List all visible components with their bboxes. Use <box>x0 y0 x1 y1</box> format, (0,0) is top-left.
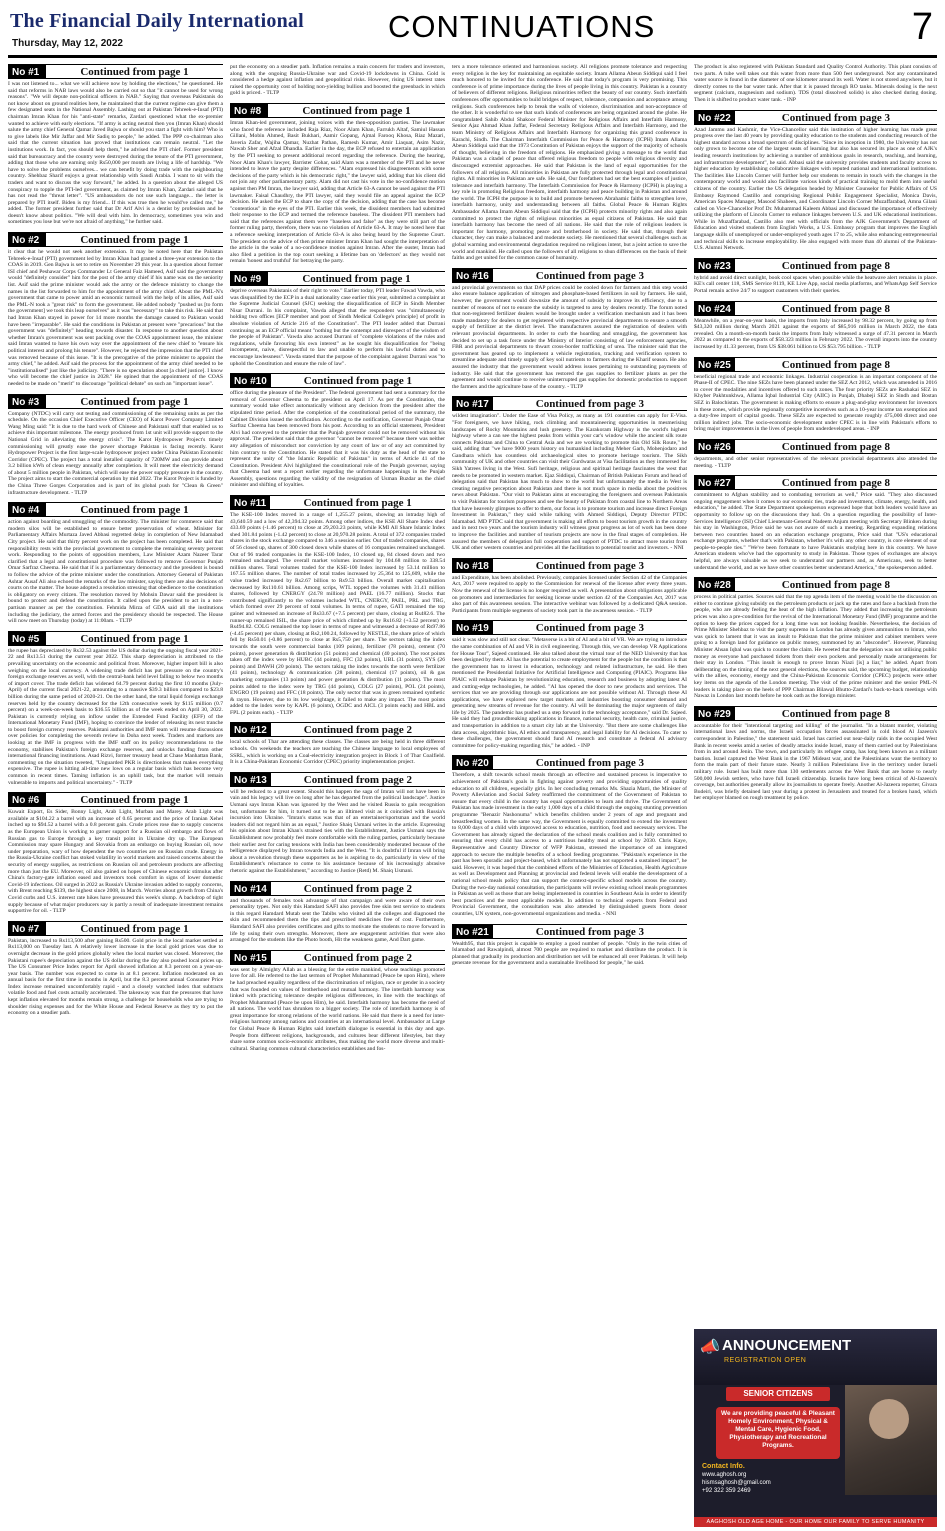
story-number: No #14 <box>230 882 271 895</box>
story-title: Continued from page 3 <box>535 398 645 411</box>
story-number: No #20 <box>452 756 493 769</box>
story-header <box>8 792 223 807</box>
story-header <box>452 620 687 635</box>
story-body: Kuwait Export, Es Sider, Bonny Light, Arab Light, Murban and Marey. Arab Light was available at $104.22 a barrel with an increase of 0.65 percent and the price of Iranian Xehel inched up to $94.52 a barrel with a 0.8 percent gain. Crude prices rose due to supply concerns as the European Union is working to garner support for a Russian oil embargo and flows of Russian gas to Europe through a key transit point in Ukraine dry up. The European Commission may spare Hungary and Slovakia from an embargo on buying Russian oil, now under preparation, wary of how dependent the two countries are on Russian crude. Energy in the Russia-Ukraine conflict has stoked volatility in world markets and raised concerns about the security of energy supplies, as restrictions on Russian oil and petroleum products are affecting more than just the EU. Moreover, oil also gained on hopes of Chinese economic stimulus after China's factory-gate inflation eased and investors took comfort in signs of lower domestic Covid-19 infections. Oil surged in 2022 as Russia's Ukraine invasion added to supply concerns, with Brent reaching $139, the highest since 2008, in March. Worries about growth from China's Covid curbs and U.S. interest rate hikes have pressured this week's slump. A backdrop of tight supply because of what major producers say is partly a result of inadequate investment remains supportive for oil. - TLTP <box>8 809 223 915</box>
story <box>230 881 445 944</box>
story <box>230 373 445 489</box>
story <box>230 722 445 765</box>
story-body: Therefore, a shift towards school meals through an effective and sustained process is imperative to achievement of Pakistan's goals in fighting against poverty and providing opportunities of quality education to all children, especially girls. In her concluding remarks Ms. Shazia Marri, the Minister of Poverty Alleviation and Social Safety reaffirmed the commitment of the Government of Pakistan to ensure that every child in the country has equal opportunities to learn and thrive. The Government of Pakistan has made investment in the early 1,000 days of a child through the ongoing stunting prevention programme "Benazir Nashonuma" which benefits children under 2 years of age and pregnant and breastfeeding women. In the same way, the Government is equally committed to extend the investment to 8,000 days of a child with improved access to education, nutrition, food and necessary services. The Government has already signed the declaration of the school meals coalition and is fully committed to ensuring that every child has access to a nutritious healthy meal at school by 2030. Chris Kaye, Representative and Country Director of WFP Pakistan, stressed the importance of an integrated approach to secure the multiple benefits of a school feeding programme. "Pakistan's experience in the past has been sporadic and project-based, which unfortunately has not supported a sustained impact", he said. However, it was hoped that the combined efforts of the Ministries of Education, Health Agriculture as well as Development and Planning at provincial and federal levels will enable the development of a national school meals policy that can support the context-specific school models across the country. During the two-day national consultation, the participants will review existing school meals programmes in Pakistan as well as those that are being implemented in countries in Southeast Asia in order to identify best practices and the most applicable models. In addition to technical experts from Federal and Provincial Government, the consultation was also attended by distinguished guests from donor countries, UN system, non-governmental organizations and media. - NNI <box>452 772 687 917</box>
story-header <box>8 64 223 79</box>
story-header <box>8 502 223 517</box>
story <box>8 792 223 915</box>
story-body: I was not listened to... what we will achieve now by holding the elections," he questioned. He said that reforms in NAB laws would also be carried out so that "it cannot be used for wrong reasons". "We will depute non-political officers in NAB." Saying that overseas Pakistanis do not know about on ground realities here, he maintained that the current regime can give them a few designated seats in the National Assembly. Lashing out at Pakistan Tehreek-e-Insaf (PTI) chairman Imran Khan for his "anti-state" remarks, Zardari questioned what the ex-premier wanted to achieve with early elections. "If army is acting neutral then you (Imran Khan) should salute the army chief General Qamar Javed Bajwa or should you start a fight with him? Who is to give labels like Mir Jaffar and Mir Sadiq to people," he added. The PPP co-chairman also said that the current situation has proved that institutions can remain neutral. "Let the institutions work. In fact, you should help them," he advised the PTI chief. Former president said that bureaucracy and the country were destroyed during the tenure of the PTI government, adding that those who are earning only Rs50,000 per month are living a life of hardship. "We have to solve the problems ourselves... we can benefit by doing trade with the neighbouring country. Shehbaz Sharif enjoys a great relationship with Saudi Arabia. I want to sit with the traders and want to discuss the way forward," he added. In a question about the alleged US conspiracy to topple the PTI-led government, as claimed by Imran Khan, Zardari said that he has not read the "threat letter". "US ambassadors do not use such language... the letter is prepared by PTI itself. Biden is my friend... If this was true then he would've called me," he added. The former president further said that Dr Arif Alvi is a dentist by profession and he doesn't know about politics. "We will deal with him. In democracy, sometimes you win and sometimes you lose but we're not afraid of anything," he further said. <box>8 81 223 226</box>
story <box>694 64 937 104</box>
paper-name: The Financial Daily International <box>10 10 304 32</box>
story-title: Continued from page 2 <box>303 773 413 786</box>
story-title: Continued from page 3 <box>535 925 645 938</box>
issue-date: Thursday, May 12, 2022 <box>12 38 123 49</box>
story-number: No #17 <box>452 397 493 410</box>
story-header <box>452 396 687 411</box>
story-body: the rupee has depreciated by Rs32.53 against the US dollar during the ongoing fiscal year 2021-22 and Rs13.51 during the current year 2022. This sharp depreciation is attributed to the prevailing uncertainty on the economic and political front. Moreover, higher import bill is also weighing on the local currency. A widening trade deficit has put pressure on the country's foreign exchange reserves as well, with the central-bank held level falling to below two months of import cover. The trade deficit has widened 64.79 percent during the first 10 months (July-April) of the current fiscal 2021-22, amounting to a massive $39.3 billion compared to $23.8 billion during the same period of 2020-21. On the other hand, the total liquid foreign exchange reserves held by the country decreased for the 12th consecutive week by $115 million (0.7 percent) on a week-on-week basis to $16.55 billion as of the week ended on April 30, 2022. Pakistan is currently relying on inflow under the Extended Fund Facility (EFF) of the International Monetary Fund (IMF), hoping to convince the lender of releasing its next tranche to boost foreign currency reserves. Pakistani authorities and IMF team will resume discussions over policies for completing the seventh review in Doha next week. Traders and markets are looking at the IMF in progress with the IMF staff on its policy recommendations to the economy, stabilises Pakistan's foreign exchange reserves, and unlocks funding from other international financing institutions. Asad Rizvi, former treasury head at Chase Manhattan Bank, commenting on the situation tweeted, "Unguarded PKR is directionless that makes everything expensive. The rupee is hitting all-time new lows on a regular basis which has become very common in recent times. Taming inflation is an uphill task, but the market will remain vulnerable to imports and political uncertainty." - TLTP <box>8 647 223 786</box>
story-title: Continued from page 2 <box>303 882 413 895</box>
story <box>230 64 445 97</box>
story-body: Pakistan, increased to Rs113,500 after gaining Rs500. Gold price in the local market settled at Rs113,000 on Tuesday last. A relatively lower increase in the local gold prices was due to overnight decrease in the gold prices globally when the local market was closed. Moreover, the Pakistani rupee's depreciation against the US dollar during the day also pushed local prices up. The US Consumer Price Index report for April showed inflation at 8.3 percent on a year-on-year basis. The number was expected to come in at 8.1 percent. Inflation moderated on an annual basis for the first time in months in April, but the 8.3 percent annual Consumer Price Index increase remained uncomfortably rapid - and a closely watched index that subtracts volatile food and fuel costs actually accelerated. The takeaway was that the pressures that have kept inflation elevated for months remain strong, a challenge for households who are trying to shoulder rising expenses and for the White House and Federal Reserve as they try to put the economy on a steadier path. <box>8 937 223 1017</box>
story-body: ters a more tolerance oriented and harmonious society. All religions promote tolerance and respecting every religion is the key for maintaining an equitable society. Imam Allama Abeun Siddiqui said I feel much honored to be invited for this conference. He said that today's program is very promising. This conference is of prime importance during the lives of people living in this country. Pakistan is a country of believers of different religions. Religious minorities reflect the beauty of our country. Such interfaith conferences offer opportunities to build bridges of respect, tolerance, compassion and acceptance among religions. Such conferences help to break the walls of violence, discrimination and non-acceptance of the other. It is wonderful to see that such kinds of conferences are being organized around the globe. He congratulated Sahib Abdul Shakoor Federal Minister for Religious Affairs and Interfaith Harmony, Senior Ajaz Ahmad Khan Jaffar, Federal Secretary Religious Affairs and Interfaith Harmony, and the team Ministry of Religious Affairs and Interfaith Harmony for organizing this grand conference in Karachi, Sindh. The Chairman Interfaith Commission for Peace & Harmony (ICPH) Imam Allama Abeun Siddiqui said that the 1973 Constitution of Pakistan enjoys the support of the majority of schools of thought, believing in the freedom of religions. He emphasized giving a message to the world that Pakistan was a citadel of peace that offered religious freedom to people with religious diversity and discouraged extremist approaches. He said that Pakistan is the land of equal opportunities for the followers of all religions. All minorities in Pakistan are fully protected through legal and constitutional rights. All minorities in Pakistan are safe. He said, Our forefathers had set the best examples of justice, tolerance and interfaith harmony. The Interfaith Commission for Peace & Harmony (ICPH) is playing a key role in promoting Religious freedom, interfaith harmony and peace building in Pakistan and around the world. The ICPH the purpose is to build and promote between Abrahamic faiths to strengthen love, interfaith harmony, unity and understanding between all faiths. Global Peace & Human Rights Ambassador Allama Imam Abeun Siddiqui said that the (ICPH) protects minority rights and also again committed to protect the rights of religious minorities as equal citizens of Pakistan. He said that interfaith harmony has become the need of all nations. He said that the role of religious leaders is important for harmony, promoting peace and brotherhood in society. He said that, through their character, they can make a balanced and moderate society. He mentioned that several challenges such as global warming and environmental degradation required no religious intent, but a joint action to save the world and mankind. He called upon the followers of all religions to shun differences on the basis of their faiths and get united for the common cause of humanity. <box>452 64 687 262</box>
column-2 <box>230 64 445 1527</box>
story <box>694 577 937 700</box>
story-body: process in political parties. Sources said that the top agenda item of the meeting would be the discussion on either to continue giving subsidy on the petroleum products or jack up the rates and face a backlash from the people, who are already feeling the heat of the high inflation. They added that increasing the petroleum prices was also a pre-condition for the revival of the International Monetary Fund (IMF) programme and the option to keep the prices capped for a long time was not looking feasible. Nevertheless, the decision of Prime Minister Shehbaz to visit the party supremo in London has already given ammunition to Imran, who was quick to lament that it was an insult to Pakistan that the prime minister and cabinet members were going to a foreign land for guidance on public money, summoned by an "absconder". However, Planning Minister Ahsan Iqbal was quick to counter the claim. He tweeted that the delegation was not utilising public money as everyone had purchased tickets from their own pockets and personally made arrangements for their stay in London. "This insult is enough to prove Imran Niazi [is] a liar," he added. Apart from deliberating on the timing of the next general elections, the sources said, the upcoming budget, relationship with the allies, economy, energy and the China-Pakistan Economic Corridor (CPEC) projects were other key items on the agenda of the London meeting. The visit of the prime minister and the senior PML-N leaders is taking place on the heels of PPP Chairman Bilawal Bhutto-Zardari's back-to-back meetings with Nawaz in London last month before he took oath as the foreign minister. <box>694 594 937 700</box>
story-number: No #8 <box>230 104 268 117</box>
story-body: and Expenditure, has been abolished. Previously, companies licensed under Section 42 of the Companies Act, 2017 were required to apply to the Commission for renewal of the license after every three years. Now the renewal of the license is no longer required as well. A presentation about obligations applicable on promoters and intermediaries for seeking license under section 42 of the Companies Act, 2017 was also part of this awareness session. The interactive webinar was followed by a dedicated Q&A session. Participants from multiple segments of society took part in the awareness session. - TLTP <box>452 574 687 614</box>
story-number: No #6 <box>8 793 46 806</box>
column-1 <box>8 64 223 1527</box>
contact-email[interactable]: hismsaghosh@gmail.com <box>702 1480 771 1486</box>
story-title: Continued from page 1 <box>80 504 189 517</box>
story-body: put the economy on a steadier path. Inflation remains a main concern for traders and investors, along with the ongoing Russia-Ukraine war and Covid-19 lockdowns in China. Gold is considered a hedge against inflation and geopolitical risks. However, rising US interest rates raised the opportunity cost of holding non-yielding bullion and boosted the greenback in which gold is priced. - TLTP <box>230 64 445 97</box>
story-body: action against boarding and smuggling of the commodity. The minister for commerce said that modern silos will be established to ensure better preservation of wheat. Minister for Parliamentary Affairs Murtaza Javed Abbasi regretted delay in completion of New Islamabad City project. He said that thirty percent work on the project has been completed. He said that responsibility rests with the provincial government to complete the remaining seventy percent work. Responding to the points of opposition members, Law Minister Azam Nazeer Tarar clarified that a legal and constitutional procedure was followed to remove Governor Punjab Omar Sarfraz Cheema. He said that if is a parliamentary democracy and the president is bound to follow the advice of the prime minister under the constitution. Attorney General of Pakistan Ashtar Ausaf Ali also echoed the remarks of the law minister, saying there are also decisions of courts on the matter. The house adopted a resolution stressing that obedience to the constitution is obligatory on every citizen. The resolution moved by Mohsin Dawar said the president is bound to protect and defend the constitution. It called upon the president to act in a non-partisan manner as per the constitution. Fehmida Mirza of GDA said all the institutions including the judiciary, the armed forces and the presidency should be respected. The House will now meet on Thursday (today) at 11:00am. - TLTP <box>8 519 223 625</box>
advert-contact <box>702 1463 842 1495</box>
story-title: Continued from page 8 <box>781 477 891 490</box>
story-header <box>230 881 445 896</box>
story-number: No #26 <box>694 440 735 453</box>
story-title: Continued from page 1 <box>80 395 189 408</box>
story <box>694 258 937 295</box>
story-header <box>8 232 223 247</box>
story-body: and provincial governments so that DAP prices could be cooled down for farmers and this step would also ensure balance application of nitrogen and phosphate-based fertilizers in soil by farmers. He said, however, the government would downsize the amount of subsidy to improve its efficiency, due to a number of reasons of not to ensure the subsidy is targeted to area by dealers recently. The forum noted that non-registered fertilizer dealers would be brought under a verification mechanism and it has been made mandatory for dealers to get registered with respective provincial departments to ensure a smooth supply of fertilizer at the district level. The manufacturers assured the registration of dealers with relevant provincial departments. In order to curb the hoarding and smuggling, the government has decided to set up a task force under the Ministry of Interior consisting of law enforcement agencies, FBR and provincial departments to thwart cross-border trafficking of urea. The minister said that the government has geared up to implement a vehicle registration, tracking and verification system to streamline adequate and timely supply of key soil nutrients to farmers during the Kharif season. He also assured the industry that the government would address issues pertaining to outstanding payments of industry. He said that the government has restored the gas supplies to fertilizer plants as per the agreement and would continue to receive uninterrupted gas supplies for domestic production to support the farmers and the agriculture base of the country. - TLTP <box>452 284 687 390</box>
story-body: will be reduced to a great extent. Should this happen the saga of Imran will not have been in vain and his legacy will live on long after he has departed from the political landscape". Justice Usmani says Imran Khan was ignored by the West and he visited Russia to gain recognition but, unfortunate for him, it turned out to be an illtimed visit as it coincided with Russia's incursion into Ukraine. "Imran's status was that of an entertainer/sportsman and the world leaders did not regard him as an equal," Justice Shaiq Usmani writes in the article. Expressing his opinion about Imran Khan's strained ties with the Establishment, Justice Usmani says the Establishment now probably feel more comfortable with the ruling parties, particularly because their earlier zest for caring tensions with India has been considerably moderated because of the belligerence displayed by Imran towards India and the West. "It is doubtful if Imran will bring about a revolution through these supporters as he is aspiring to do, particularly in view of the Establishment's reluctance to come to his assistance because of his increasingly abrasive rhetoric against the Establishment," according to Justice (Retd) M. Shaiq Usmani. <box>230 788 445 874</box>
story-title: Continued from page 8 <box>781 579 891 592</box>
story <box>694 110 937 252</box>
story <box>452 64 687 262</box>
story-header <box>8 921 223 936</box>
story <box>452 396 687 551</box>
story-number: No #15 <box>230 951 271 964</box>
story-body: The product is also registered with Pakistan Standard and Quality Control Authority. This plant consists of two parts. A tube well takes out this water from more than 500 feet underground. Not any contaminated water source is found in the diameter of one kilometer around its well. Water is not stored anywhere, but it directly comes to the bar water tank. After that it is passed through RO tanks. Minerals dosing is the next segment (calcium, magnesium and sodium). TDS (total dissolved solids) is also checked during dosing. Then it is shifted to product water tank. - INP <box>694 64 937 103</box>
story <box>452 924 687 967</box>
story <box>230 495 445 716</box>
story-header <box>694 577 937 592</box>
story-number: No #4 <box>8 503 46 516</box>
story-header <box>694 258 937 273</box>
story-body: departments, and other senior representatives of the relevant provincial departments also attended the meeting. - TLTP <box>694 455 937 469</box>
advert-body: We are providing peaceful & Pleasant Homely Environment, Physical & Mental Care, Hygienic Food, Physiotherapy and Recreational Programs. <box>716 1407 840 1459</box>
story-title: Continued from page 8 <box>781 259 891 272</box>
story-header <box>230 722 445 737</box>
story-header <box>694 706 937 721</box>
advert-photo <box>845 1385 937 1495</box>
story-header <box>230 271 445 286</box>
story-body: beneficial regional trade and economic linkages. Industrial cooperation is an important component of the Phase-II of CPEC. The nine SEZs have been planned under the SEZ Act 2012, which was amended in 2016 to cover the modalities and incentives offered to such zones. The four priority SEZs are Rashakai SEZ in Khyber Pakhtunkhwa, Allama Iqbal Industrial City (AIIC) in Punjab, Dhabeji SEZ in Sindh and Bostan SEZ in Balochistan. The government is making efforts to ensure a plug-and-play environment for investors in these zones, which provide regionally competitive incentives such as a 10-year income tax exemption and a duty-free import of capital goods. These SEZs are expected to generate roughly 475,000 direct and one million indirect jobs. The socio-economic development under CPEC is in line with Pakistan's efforts to bring major improvements in the lives of people from underdeveloped areas. - INP <box>694 373 937 433</box>
story-body: accountable for their "intentional targeting and killing" of the journalist. "In a blatant murder, violating international laws and norms, the Israeli occupation forces assassinated in cold blood Al Jazeera's correspondent in Palestine," the statement said. Israel has carried out near-daily raids in the occupied West Bank in recent weeks amid a series of deadly attacks inside Israel, many of them carried out by Palestinians from in and around Jenin. The town, and particularly its refugee camp, has long been known as a militant bastion. Israel captured the West Bank in the 1967 Mideast war, and the Palestinians want the territory to form the main part of their future state. Nearly 3 million Palestinians live in the territory under Israeli military rule. Israel has built more than 130 settlements across the West Bank that are home to nearly 500,000 Jewish settlers, who have full Israeli citizenship. Israelis have long been critical of Al-Jazeera's coverage, but authorities generally allow its journalists to operate freely. Another Al-Jazeera reporter, Givara Budeiri, was briefly detained last year during a protest in Jerusalem and treated for a broken hand, which her employer blamed on rough treatment by police. <box>694 722 937 802</box>
story-body: deprive overseas Pakistanis of their right to vote." Earlier today, PTI leader Fawad Vawda, who was disqualified by the ECP in a dual nationality case earlier this year, submitted a complaint at the Supreme Judicial Counsel (SJC) seeking the disqualification of ECP in Sindh Member Nisar Durrani. In his complaint, Vawda alleged that the respondent was "simultaneously holding two offices [ECP member and post of Sindh Medical College's principle] of profit in absolute violation of Article 216 of the Constitution". The PTI leader added that Durrani continuing as an ECP official meant "nothing but the contempt and disrespect of the wisdom of the people of Pakistan". Vawda also accused Durrani of "complete violations of the rules and regulations, while favouring his own interest" as he sought his disqualification for "being incompetent, naive, disrespectful to law and unable to perform his lawful duties and to encourage lawlessness". Vawda stated that the purpose of the complaint against Durrani was "to uphold the Constitution and ensure the rule of law". <box>230 288 445 367</box>
story-body: Imran Khan-led government, joining voices with the then-opposition parties. The lawmaker who faced the reference included Raja Riaz, Noor Alam Khan, Farrukh Altaf, Samiul Hassan Gillani, Mobin Ahmed, Basit Bukhari, Aamir Gopang, Ajmal Farooq Khosa, Riaz Mazari, Javeria Zafar, Wajiha Qamar, Nuzhat Pathan, Ramesh Kumar, Amir Liaquat, Asim Nazir, Nawab Sher and Afzal Dhandla. Earlier in the day, the ECP refused to entertain an application by the PTI seeking to present additional record regarding the reference. During the hearing, Noor Alam Khan's lawyer, Barrister Gohar, said Alam was a member of the PTI and he never intended to leave the party despite differences. "Alam expressed his disagreements with some decisions of the party which is his democratic right," the lawyer said, adding that his client did not join any other parliamentary party. Alam did not cast his vote in the no-confidence motion against then PM Imran, the lawyer said, adding that Article 63-A cannot be used against the PTI lawmaker. Faisal Chaudhry, the PTI lawyer, said they would file an appeal against the ECP decision. He asked the ECP to share the copy of the decision, adding that the case has become "contentious" in the eyes of the PTI. Earlier this week, the dissident members had submitted their response to the ECP and termed the reference baseless. The dissident PTI members had said that the references against them were "baseless and false" as they were still part of the former ruling party, therefore, there was no violation of Article 63-A. It may be noted here that a reference seeking interpretation of Article 63-A is also being heard by the Supreme Court. The president on the advice of then prime minister Imran Khan had sought the interpretation of the article in the wake of a no-confidence motion against Imran. After the ouster, Imran had also filed a petition in the top court seeking a lifetime ban on 'defectors' as they would not remain 'honest and truthful' for betraying the party. <box>230 119 445 265</box>
page-number: 7 <box>911 6 933 48</box>
story-title: Continued from page 1 <box>302 273 411 286</box>
story-number: No #16 <box>452 269 493 282</box>
story-number: No #23 <box>694 259 735 272</box>
story-body: hybrid and avoid direct sunlight, book cool spaces when possible while the heatwave alert remains in place. KE's call center 118, SMS Service 8119, KE Live App, social media platforms, and WhatsApp Self Service Portal remain active 24/7 to support customers with their queries. <box>694 274 937 295</box>
contact-label: Contact Info. <box>702 1463 745 1470</box>
story <box>230 103 445 265</box>
megaphone-icon: 📣 <box>700 1339 720 1356</box>
advert-badge: SENIOR CITIZENS <box>726 1387 830 1401</box>
story <box>694 475 937 571</box>
story <box>8 921 223 1017</box>
section-title: CONTINUATIONS <box>388 9 656 44</box>
story <box>452 755 687 917</box>
story-number: No #24 <box>694 302 735 315</box>
story-header <box>230 495 445 510</box>
story-number: No #5 <box>8 632 46 645</box>
story-header <box>8 394 223 409</box>
masthead <box>8 6 937 58</box>
column-4 <box>694 64 937 1323</box>
story-body: Meanwhile, on a year-on-year basis, the imports from Italy increased by 98.32 percent, by going up from $43,320 million during March 2021 against the exports of $85,916 million in March 2022, the data revealed. On a month-on-month basis the imports from Italy witnessed a surge of 47.31 percent in March 2022 as compared to the exports of $58.323 million in February 2022. The overall imports into the country increased by 41.33 percent, from US $38.061 billion to US $53.795 billion. - TLTP <box>694 317 937 350</box>
story-title: Continued from page 1 <box>80 234 189 247</box>
story-number: No #1 <box>8 65 46 78</box>
story-title: Continued from page 3 <box>535 757 645 770</box>
story-body: Company (NTDC) will carry out testing and commissioning of the remaining units as per the schedule. On the occasion Chief Executive Officer (CEO) of Karot Power Company Limited Wang Ming said: "It is due to the hard work of Chinese and Pakistani staff that enabled us to achieve this important milestone. The energy produced from 1st unit will provide support to the National Grid in alleviating the energy crisis". The Karot Hydropower Project's timely commissioning will greatly ease the power shortage Pakistan is facing recently. Karot Hydropower Project is the first large-scale hydropower project under China Pakistan Economic Corridor (CPEC). The project has a total installed capacity of 720MW and can provide about 3.2 billion kWh of clean energy annually after completion. It will meet the electricity demand of about 5 million people in Pakistan, which will ease the power supply pressure in the country. The project aims to start the commercial operation by mid 2022. The Karot Project is funded by the China Three Gorges Corporation and is part of its global push for "Clean & Green" infrastructure development. - TLTP <box>8 410 223 496</box>
contact-website[interactable]: www.aghosh.org <box>702 1472 747 1478</box>
story-title: Continued from page 3 <box>781 111 891 124</box>
story-number: No #3 <box>8 395 46 408</box>
story-header <box>694 357 937 372</box>
story-body: wildest imagination". Under the Ease of Visa Policy, as many as 191 countries can apply for E-Visa. "For foreigners, we have hiking, rock climbing and mountaineering opportunities in mesmerising landscapes of Rocky Mountains and lush greenery. The Karakoram Highway is the world's highest highway where a can see the highest peaks from within your car's window while the ancient silk route connects Pakistan and China to Central Asia and we are working to promote this Old Silk Route," he said, adding that "we have 9000 years history on humankind including Meher Garh, Mohenjodaro and Gandhara which has countless old archaeological sites to promote heritage tourism. The Sikh community of UK and other countries can visit their Gurdwaras at Visa facilitation as they immersed for Sikh Yatrees living in the West. Sufi heritage, religious and spiritual heritage fascinates the west that needs to be promoted in western market. Ejaz Siddiqui, Chairman of British Pakistan Forum and head of delegation said that Pakistan has much to show to the world but unfortunately the media in West is creating negative perception about Pakistan and there is not much space in media about the positives news about Pakistan. "Our visit to Pakistan aims at encouraging the foreigners and overseas Pakistanis to visit Pakistan for tourism purposes and see the beauty of Pakistan from coastal line to Northern Areas that have heavenly glimpses to offer to them, our focus is to promote tourism and increase direct Foreign Investment in Pakistan," they said while talking with Ahmed Siddiqui, Deputy Director PTDC Islamabad. MD PTDC said that government is making all efforts to boost tourism growth in the country and in next two years and the tourism industry will witness great progress as lot of work has been done to improve the facilities and number of tourism projects are now in the final stages of completion. He assured the members of delegation full cooperation and support of PTDC to attract more tourist from UK and other western countries and provides all the facilitation to potential tourist and investors. - NNI <box>452 413 687 552</box>
story <box>230 950 445 1053</box>
story-header <box>694 475 937 490</box>
story <box>8 394 223 497</box>
story-title: Continued from page 3 <box>535 622 645 635</box>
story-number: No #12 <box>230 723 271 736</box>
story-number: No #9 <box>230 272 268 285</box>
story-title: Continued from page 1 <box>80 66 189 78</box>
story <box>8 232 223 387</box>
story-title: Continued from page 8 <box>781 302 891 315</box>
story <box>452 558 687 615</box>
story-number: No #29 <box>694 707 735 720</box>
story-title: Continued from page 8 <box>781 440 891 453</box>
story-title: Continued from page 2 <box>303 724 413 737</box>
contact-phone[interactable]: +92 322 359 2469 <box>702 1488 751 1494</box>
story-header <box>230 373 445 388</box>
story <box>452 268 687 391</box>
story-header <box>694 110 937 125</box>
advert-footer: AAGHOSH OLD AGE HOME - OUR HOME OUR FAMILY TO SERVE HUMANITY <box>694 1517 937 1527</box>
story-title: Continued from page 1 <box>303 497 412 510</box>
story <box>694 439 937 469</box>
advert-header <box>694 1329 937 1385</box>
story-header <box>452 755 687 770</box>
story-number: No #25 <box>694 358 735 371</box>
story-header <box>452 924 687 939</box>
story-body: Azad Jammu and Kashmir, the Vice-Chancellor said this institution of higher learning has made great progress over the last 40 years by providing quality education to the students and conducting research of the highest standard across a broad spectrum of disciplines. "Since its inception in 1980, the University has not only grown to become one of the largest seats of learning but also has secured its place as one of AJK's leading research institutions by achieving a number of ambitious goals in research, teaching, and learning, and infrastructure development", he said. Abbasi said the university provides students and faculty access to higher education by establishing collaborative linkages with reputed national and international institutions. The facilities like Lincoln Corner will further help our students to remain in touch with the changes in the contemporary world and would also facilitate various kinds of practical training to mold them into useful citizens of the country. Earlier the US delegation headed by Minister Counselor for Public Affairs of US Embassy Raymond Castillo and comprising Regional Public Engagement Specialist, Monica Davis, American Spaces Manager, Masood Shaheen, and Coordinator Lincoln Corner Muzaffarabad, Amna Gilani called on Vice-Chancellor Prof Dr. Muhammad Kaleem Abbasi and discussed the importance of effectively utilizing the platform of Lincoln Corner to enhance linkages between U.S. and UK educational institutions. While in Muzaffarabad, Castillo also met with officials from the AJK Government's Department of Education and visited students from English Works, a U.S. Embassy program that improves the English language skills of unemployed or under-employed youth ages 17 to 25, while also enhancing entrepreneurial and technical skills to increase employability. He also engaged with more than 40 alumni of the Pakistan-U.S. Alumni Network. <box>694 126 937 252</box>
story <box>694 706 937 802</box>
story-title: Continued from page 1 <box>80 632 189 645</box>
story-body: local schools of Thar are attending these classes. The classes are being held in three different schools. On weekends the teachers are teaching the Chinese language to local employees of SSRL, which is working on a Coal-electricity integration project in Block 1 of Thar Coalfield. It is a China-Pakistan Economic Corridor (CPEC) priority implementation project. <box>230 739 445 766</box>
story-header <box>452 558 687 573</box>
story-body: Wealth95, that this project is capable to employ a good number of people. "Only in the twin cities of Islamabad and Rawalpindi, almost 700 people are required to market and distribute the product. It is planned that gradually its production and distribution net will be enhanced all over Pakistan. It will help generate revenue for the government and a sustainable livelihood for people," he said. <box>452 940 687 967</box>
story-header <box>694 439 937 454</box>
story <box>8 502 223 625</box>
column-3 <box>452 64 687 1527</box>
story-body: The KSE-100 Index moved in a range of 1,255.27 points, showing an intraday high of 43,640.59 and a low of 42,394.32 points. Among other indices, the KSE All Share Index shed 433.69 points (-1.46 percent) to close at 29,203.23 points, while KMI All Share Islamic Index shed 301.84 points (-1.42 percent) to close at 20,970.28 points. A total of 372 companies traded shares in the stock exchange compared to 346 a session earlier. Out of traded companies, shares of 56 closed up, shares of 300 closed down while shares of 16 companies remained unchanged. Out of 96 traded companies in the KSE-100 Index, 10 closed up, 84 closed down and two remained unchanged. The overall market volumes increased by 104.68 million to 338.54 million shares. Total volumes traded for the KSE-100 Index increased by 53.14 million to 167.55 million shares. The number of total trades increased by 25,364 to 125,609, while the value traded increased by Rs2.67 billion to Rs9.53 billion. Overall market capitalisation decreased by Rs110.61 billion. Among scrips, WTL topped the volumes with 31.41 million shares, followed by CNERGY (24.78 million) and PAEL (16.77 million). Stocks that contributed significantly to the volumes included WTL, CNERGY, PAEL, PRL and TRG, which formed over 29 percent of total volumes. In terms of rupee, GATI remained the top gainer and witnessed an increase of Rs33.67 (+7.5 percent) per share, closing at Rs482.6. The runner-up remained ISIL, the share price of which climbed up by Rs16.82 (+3.52 percent) to Rs494.82. COLG remained the top loser in terms of rupee and witnessed a decrease of Rs97.86 (-4.45 percent) per share, closing at Rs2,100.24, followed by NESTLE, the share price of which fell by Rs50.01 (-0.86 percent) to close at Rs5,750 per share. The sectors taking the index towards the south were commercial banks (109 points), fertilizer (78 points), cement (70 points), power generation & distribution (51 points) and chemical (40 points). The root points taken off the index were by HUBC (44 points), FFC (32 points), UBL (31 points), SYS (26 points) and DAWH (20 points). The sectors taking the index towards the north were fertilizer (41 points), technology & communication (28 points), chemical (17 points), oil & gas marketing companies (13 points) and power generation & distribution (11 points). The most points added to the index were by TRG (44 points), COLG (27 points), POL (24 points), ENGRO (19 points) and FFC (18 points). The only sector that was in green remained synthetic & rayon. However, due to its low weightage, it failed to make any impact. The most points added to the index were by KAPL (6 points), OGDC and AICL (3 points each) and HBL and FPL (2 points each). - TLTP <box>230 512 445 716</box>
story-body: said it was slow and still not clear. "Metaverse is a bit of AI and a bit of VR. We are trying to introduce the same combination of AI and VR in civil engineering. Through this, we can develop VR Applications for House Tour", Sajeed continued. He also talked about the virtual tour of the NED University that has been designed by them. AI has the potential to create employment for the people but the condition is that the government has to invest in education, technology and related infrastructure, he said. He then mentioned the Presidential Initiative for Artificial Intelligence and Computing (PIAIC). Programs like PIAIC will reshape Pakistan by revolutionizing education, research and business by adopting latest AI and cutting-edge technologies, he added. "AI has opened the door to new products and services. The services that we are providing through our applications are not possible without AI. Through these AI applications, we have explored new target markets and industries boosting consumer demand and generating new streams of revenue for the country. AI will be dominating the major segments of daily life by 2025. The pandemic has pushed us a step forward in the technology acceptance," said Dr. Sajeed. He said they had groundbreaking applications in finance, national security, health care, criminal justice, and transportation in addition to a smart city lab at the University. "But there are some challenges like data access, algorithmic bias, AI ethics and transparency, and legal liability for AI decisions. To cater to these challenges, the government should fund AI research and constitute a federal AI advisory committee for policy-making regarding this," he added. - INP <box>452 637 687 749</box>
story-body: and thousands of females took advantage of that campaign and were aware of their own personality types. Not only this Hamdard SAFI also provides free skin test service to students in this regard Hamdard Mutab sent the Tabibs who visited all the colleges and diagnosed the skin and recommended them the tips and prescribed medicines free of cost. Furthermore, Hamdard SAFI also provides certificates and gifts to motivate the students to move forward in life by using their own strengths. Moreover, there are engagement activities that were also arranged for the students like the Photo booth, Hit the weakness game, And Dart game. <box>230 897 445 944</box>
story <box>452 620 687 749</box>
story-number: No #28 <box>694 578 735 591</box>
story-header <box>230 950 445 965</box>
story-number: No #21 <box>452 925 493 938</box>
story-body: it clear that he would not seek another extension. It may be noted here that the Pakistan Tehreek-e-Insaf (PTI) government led by Imran Khan had granted a three-year extension to the COAS in 2019. Gen Bajwa is set to retire on November 29 this year. In a question about former ISI chief and Peshawar Corps Commander Lt General Faiz Hameed, Asif said the government would "definitely consider" him for the post of the army chief if his name was on the seniority list. Asif said the prime minister would ask the army or the defence ministry to change the names in the list forwarded to him for the appointment of the army chief. About the PML-N's government that came to power amid an economic turmoil with the help of its allies, Asif said the PML-N took a "great risk" to form the government. He added nobody "pushed us [to form the government] we took this leap ourselves" as it was "necessary" to take this risk. He said that had Imran Khan stayed in power for 14 more months the damage caused to Pakistan would have been "irreparable". He said the conditions in Pakistan at present were "precarious" but the government was "definitely" heading towards disaster. In response to another question about whether Imran's government was sent packing over the COAS appointment issue, the minister said Imran wanted to have his own way over the appointment of the new chief to "ensure his political interest and prolong his tenure". However, he rejected the impression that the PTI chief was removed because of this issue. "It is the prerogative of the prime minister to appoint the army chief," he added. Asif said the process for the appointment of the army chief needed to be "institutionalised" just like the judiciary. "There is no speculation about [a chief justice]. I know who will become the chief justice in 2028." He opined that the appointment of the COAS needed to be made on "merit" to discourage "political debate" on such an "important issue". <box>8 249 223 387</box>
story <box>8 64 223 226</box>
story-body: was sent by Almighty Allah as a blessing for the entire mankind, whose teachings promoted love for all. He referred to the last sermon of Prophet Muhammad (Peace be upon Him), where he had preached equality regardless of the discrimination of religion, race or gender in a society that was founded on values of brotherhood and mutual harmony. The interfaith harmony was linked with practicing tolerance despite religious differences, in line with the teachings of Prophet Muhammad (Peace be upon Him), he said. Interfaith harmony has become the need of all nations. The world has shrunken to a bigger society. The role of interfaith harmony is of great importance for strong relations of the world nations. He said that there is a need for inter-religious harmony among nations and countries at an international level. Ambassador at Large for Global Peace & Human Rights said interfaith dialogue is essential in this day and age. People from different religions, backgrounds, and cultures bear different lifestyles, but they share some common socio-economic attributes, thus making the world more diverse and multi-cultural. Sharing common cultural characteristics establishes and fos- <box>230 966 445 1052</box>
story <box>230 772 445 875</box>
story-number: No #7 <box>8 922 46 935</box>
advert-subtitle: REGISTRATION OPEN <box>724 1357 807 1364</box>
advert-title: ANNOUNCEMENT <box>722 1337 852 1354</box>
story-header <box>230 103 445 118</box>
story-title: Continued from page 1 <box>80 922 189 935</box>
story-number: No #11 <box>230 496 270 509</box>
story-title: Continued from page 1 <box>302 104 411 117</box>
story <box>694 301 937 351</box>
story-title: Continued from page 1 <box>80 794 189 807</box>
story-header <box>230 772 445 787</box>
story-number: No #2 <box>8 233 46 246</box>
story-header <box>8 631 223 646</box>
story-title: Continued from page 8 <box>781 358 891 371</box>
story-header <box>694 301 937 316</box>
story-number: No #19 <box>452 621 493 634</box>
story-number: No #10 <box>230 374 271 387</box>
story-body: commitment to Afghan stability and to combating terrorism as well," Price said. "They also discussed ongoing engagement when it comes to our economic ties, trade and investment, climate, energy, health, and education," he added. The State Department spokesperson expressed hope that both leaders would have an opportunity to follow up on the discussions they had. On a question regarding the possibility of Inter-Services Intelligence (ISI) Chief Lieutenant-General Nadeem Anjum meeting with Secretary Blinken during his stay in Washington, Price said he was not aware of such a meeting. Regarding expanding relations between two countries based on an education exchange programs, Price said that "US's educational exchange programs, whether that's with Pakistan, whether it's with any other country, is core element of our people-to-people ties." "We've been fortunate to have Pakistanis studying here in this country. We have American students who've had the opportunity to study in Pakistan. Those types of exchanges are always helpful, are always valuable as we seek to understand our partners and, as Americans, seek to better understand the world, and as we have other countries better understand America," the spokesperson added. <box>694 492 937 571</box>
story <box>694 357 937 433</box>
story-title: Continued from page 2 <box>303 951 413 964</box>
story-number: No #13 <box>230 773 271 786</box>
story-title: Continued from page 3 <box>535 269 645 282</box>
story-title: Continued from page 8 <box>781 707 891 720</box>
story-number: No #22 <box>694 111 735 124</box>
story <box>8 631 223 786</box>
story-header <box>452 268 687 283</box>
story-title: Continued from page 3 <box>535 559 645 572</box>
story-number: No #27 <box>694 476 735 489</box>
story-number: No #18 <box>452 559 493 572</box>
story <box>230 271 445 367</box>
story-body: office during the pleasure of the President". The federal government had sent a summary for the removal of Governor Cheema to the president on April 17. As per the Constitution, the summary would take effect automatically without any decision from the president after the stipulated time period. After the completion of the constitutional period of the summary, the Cabinet Division issued the notification. According to the notification, Governor Punjab Omar Sarfraz Cheema has been removed from his post. According to an official statement, President Alvi had conveyed to the premier that the Punjab governor could not be removed without his approval. The president said that the governor "cannot be removed" because there was neither any allegation of misconduct nor conviction by any court of law or of any act committed by him contrary to the Constitution. He stated that it was his duty as the head of the state to represent the unity of "the Islamic Republic of Pakistan" in terms of Article 41 of the Constitution. President Alvi highlighted the constitutional role of the Punjab governor, saying that Cheema had sent a report earlier regarding the unfortunate happenings in the Punjab Assembly, questions regarding the validity of the resignation of Usman Buzdar as the chief minister and shifting of loyalties. <box>230 390 445 489</box>
senior-citizens-advert[interactable] <box>694 1329 937 1527</box>
story-title: Continued from page 1 <box>303 375 413 388</box>
